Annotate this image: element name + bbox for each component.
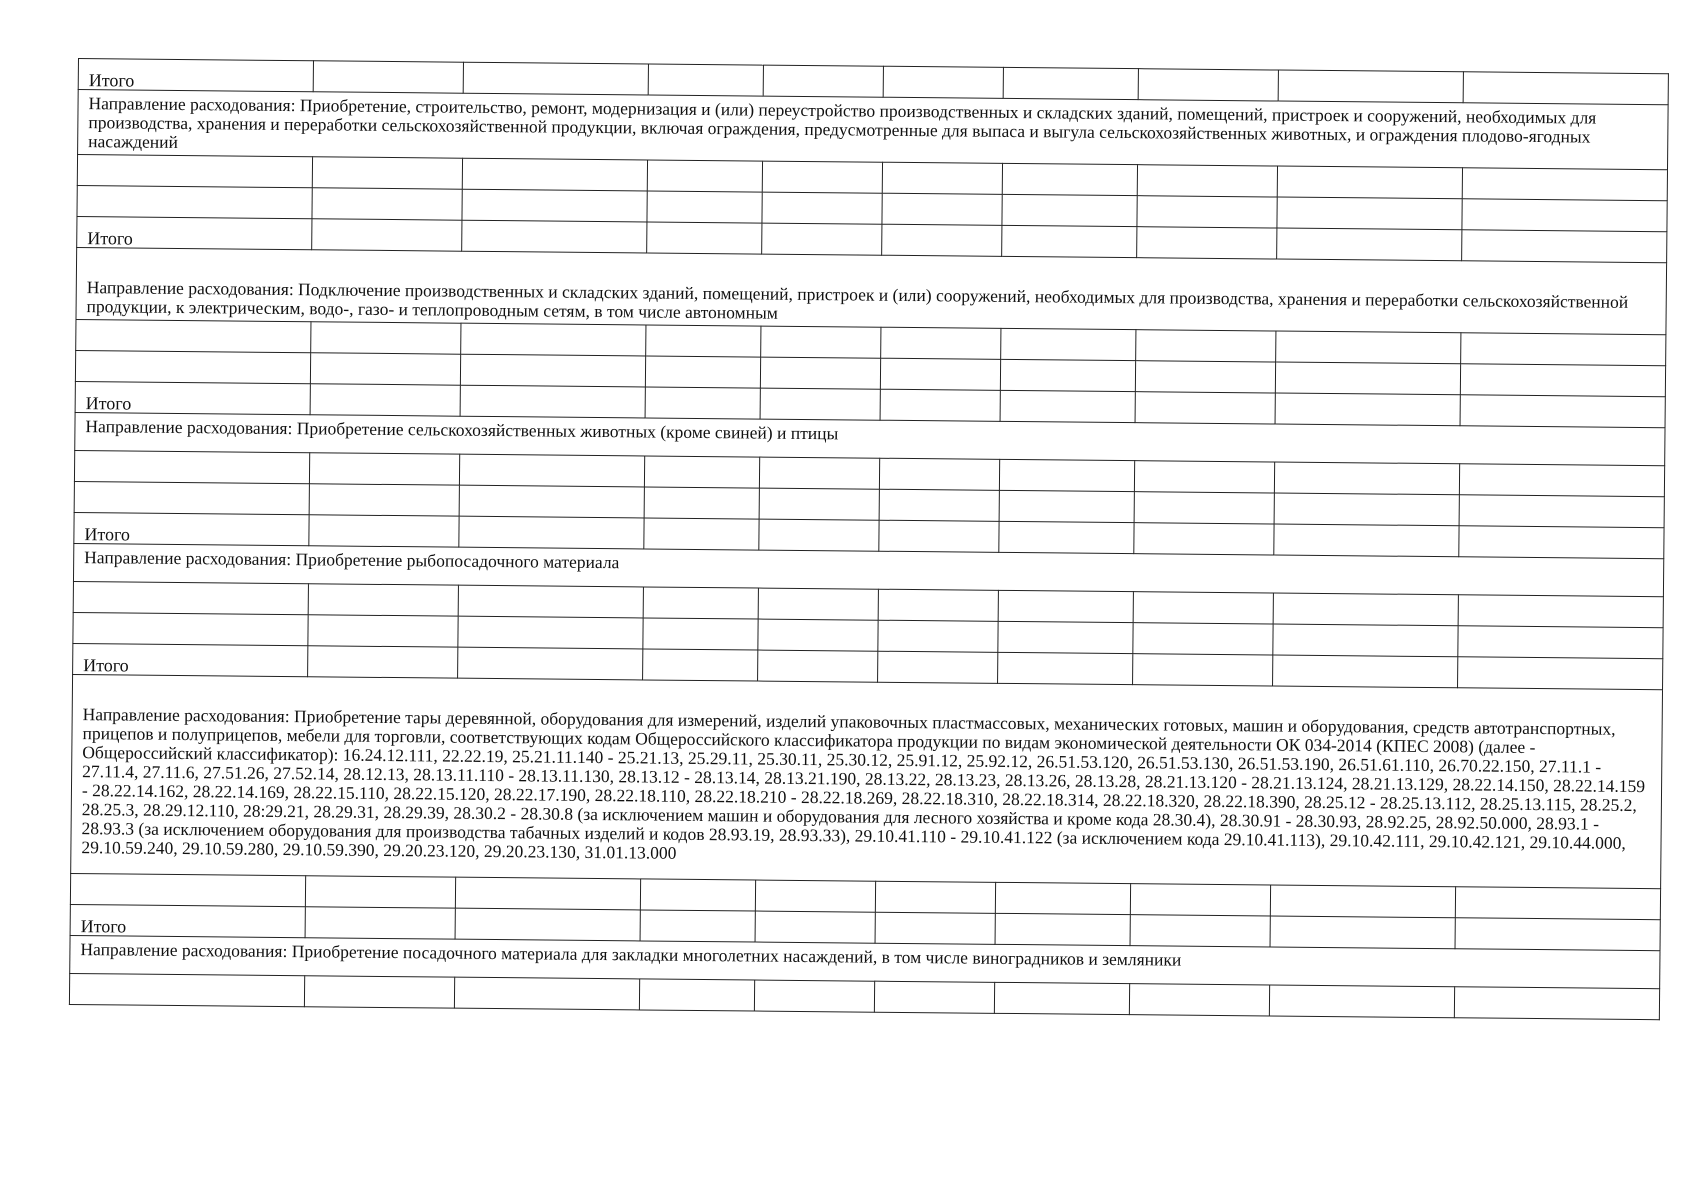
table-cell[interactable] <box>755 880 875 912</box>
table-cell[interactable] <box>999 459 1134 491</box>
table-cell[interactable] <box>647 222 762 254</box>
table-cell[interactable] <box>760 388 880 420</box>
table-cell[interactable] <box>69 973 304 1006</box>
table-cell[interactable] <box>463 62 648 95</box>
table-cell[interactable] <box>760 357 880 389</box>
table-cell[interactable] <box>1275 393 1460 426</box>
table-cell[interactable] <box>644 456 759 488</box>
table-cell[interactable] <box>880 389 1000 421</box>
table-cell[interactable] <box>1459 464 1664 497</box>
table-cell[interactable] <box>1130 915 1270 947</box>
table-cell[interactable] <box>458 585 643 618</box>
table-cell[interactable] <box>459 516 644 549</box>
table-cell[interactable] <box>1462 168 1667 201</box>
table-cell[interactable] <box>1133 623 1273 655</box>
table-cell[interactable] <box>878 651 998 683</box>
expenditure-direction: Направление расходования: Подключение производственных и складских зданий, помещений, пристроек и (или) сооружений, необходимых для производства, хранения и переработки сельскохозяйственной продукции, к электрическим, водо-, газо- и теплопроводным сетям, в том числе автономным <box>76 247 1667 334</box>
table-cell[interactable] <box>74 481 309 514</box>
table-cell[interactable] <box>762 192 882 224</box>
table-cell[interactable] <box>874 981 994 1013</box>
table-cell[interactable] <box>643 618 758 650</box>
table-cell[interactable] <box>461 323 646 356</box>
table-cell[interactable] <box>882 224 1002 256</box>
table-cell[interactable] <box>1002 194 1137 226</box>
table-cell[interactable] <box>759 488 879 520</box>
table-cell[interactable] <box>998 652 1133 684</box>
table-cell[interactable] <box>755 911 875 943</box>
table-cell[interactable] <box>644 487 759 519</box>
table-cell[interactable] <box>1461 333 1666 366</box>
table-cell[interactable] <box>1135 392 1275 424</box>
table-cell[interactable] <box>462 189 647 222</box>
table-cell[interactable] <box>1003 67 1138 99</box>
table-cell[interactable] <box>882 193 1002 225</box>
table-cell[interactable] <box>460 385 645 418</box>
table-cell[interactable] <box>1458 595 1663 628</box>
table-cell[interactable] <box>1137 196 1277 228</box>
table-cell[interactable] <box>1455 887 1660 920</box>
expenditure-direction: Направление расходования: Приобретение, строительство, ремонт, модернизация и (или) переустройство производственных и складских зданий, помещений, пристроек и сооружений, необходимых для производства, хранения и переработки сельскохозяйственной продукции, включая ограждения, предусмотренные для выпаса и выгула сельскохозяйственных животных, и ограждения плодово-ягодных насаждений <box>78 90 1669 170</box>
table-cell[interactable] <box>640 910 755 942</box>
table-cell[interactable] <box>759 519 879 551</box>
table-cell[interactable] <box>998 621 1133 653</box>
table-cell[interactable] <box>1137 227 1277 259</box>
table-cell[interactable] <box>305 876 455 908</box>
table-cell[interactable] <box>1002 225 1137 257</box>
table-cell[interactable] <box>309 515 459 547</box>
report-form-sheet <box>69 58 1668 1020</box>
table-cell[interactable] <box>459 454 644 487</box>
table-cell[interactable] <box>1274 524 1459 557</box>
table-cell[interactable] <box>1273 593 1458 626</box>
table-cell[interactable] <box>1274 462 1459 495</box>
table-cell[interactable] <box>1002 163 1137 195</box>
table-cell[interactable] <box>1136 330 1276 362</box>
table-cell[interactable] <box>646 325 761 357</box>
table-cell[interactable] <box>1460 395 1665 428</box>
expenditure-direction: Направление расходования: Приобретение тары деревянной, оборудования для измерений, изделий упаковочных пластмассовых, механических готовых, машин и оборудования, средств автотранспортных, прицепов и полуприцепов, мебели для торговли, соответствующих кодам Общероссийского классификатора продукции по видам экономической деятельности ОК 034-2014 (КПЕС 2008) (далее - Общероссийский классификатор): 16.24.12.111, 22.22.19, 25.21.11.140 - 25.21.13, 25.29.11, 25.30.11, 25.30.12, 25.91.12, 25.92.12, 26.51.53.120, 26.51.53.130, 26.51.53.190, 26.51.61.110, 26.70.22.150, 27.11.1 - 27.11.4, 27.11.6, 27.51.26, 27.52.14, 28.12.13, 28.13.11.110 - 28.13.11.130, 28.13.12 - 28.13.14, 28.13.21.190, 28.13.22, 28.13.23, 28.13.26, 28.13.28, 28.21.13.120 - 28.21.13.124, 28.21.13.129, 28.22.14.150, 28.22.14.159 - 28.22.14.162, 28.22.14.169, 28.22.15.110, 28.22.15.120, 28.22.17.190, 28.22.18.110, 28.22.18.210 - 28.22.18.269, 28.22.18.310, 28.22.18.314, 28.22.18.320, 28.22.18.390, 28.25.12 - 28.25.13.112, 28.25.13.115, 28.25.2, 28.25.3, 28.29.12.110, 28:29.21, 28.29.31, 28.29.39, 28.30.2 - 28.30.8 (за исключением машин и оборудования для лесного хозяйства и кроме кода 28.30.4), 28.30.91 - 28.30.93, 28.92.25, 28.92.50.000, 28.93.1 - 28.93.3 (за исключением оборудования для производства табачных изделий и кодов 28.93.19, 28.93.33), 29.10.41.110 - 29.10.41.122 (за исключением кода 29.10.41.113), 29.10.42.111, 29.10.42.121, 29.10.44.000, 29.10.59.240, 29.10.59.280, 29.10.59.390, 29.20.23.120, 29.20.23.130, 31.01.13.000 <box>71 674 1663 888</box>
table-cell[interactable] <box>458 616 643 649</box>
expenditure-direction: Направление расходования: Приобретение рыбопосадочного материала <box>73 543 1663 596</box>
table-cell[interactable] <box>754 980 874 1012</box>
table-cell[interactable] <box>999 521 1134 553</box>
total-label: Итого <box>70 904 305 937</box>
table-cell[interactable] <box>311 322 461 354</box>
table-cell[interactable] <box>1277 197 1462 230</box>
table-cell[interactable] <box>309 453 459 485</box>
table-cell[interactable] <box>761 326 881 358</box>
table-cell[interactable] <box>304 976 454 1008</box>
table-cell[interactable] <box>308 584 458 616</box>
table-cell[interactable] <box>762 223 882 255</box>
table-cell[interactable] <box>73 581 308 614</box>
table-cell[interactable] <box>1459 495 1664 528</box>
table-cell[interactable] <box>758 588 878 620</box>
table-cell[interactable] <box>1275 362 1460 395</box>
table-cell[interactable] <box>759 457 879 489</box>
table-cell[interactable] <box>875 912 995 944</box>
table-cell[interactable] <box>878 589 998 621</box>
table-cell[interactable] <box>70 873 305 906</box>
table-cell[interactable] <box>1133 654 1273 686</box>
total-label: Итого <box>74 512 309 545</box>
table-cell[interactable] <box>77 185 312 218</box>
section-header-row <box>71 674 1663 888</box>
table-cell[interactable] <box>308 615 458 647</box>
expenditure-direction: Направление расходования: Приобретение посадочного материала для закладки многолетних насаждений, в том числе виноградников и земляники <box>70 935 1660 988</box>
table-cell[interactable] <box>1137 165 1277 197</box>
table-cell[interactable] <box>1455 918 1660 951</box>
table-cell[interactable] <box>1458 657 1663 690</box>
table-cell[interactable] <box>879 489 999 521</box>
table-cell[interactable] <box>1277 228 1462 261</box>
table-cell[interactable] <box>1138 69 1278 101</box>
table-cell[interactable] <box>1000 359 1135 391</box>
table-cell[interactable] <box>1270 885 1455 918</box>
table-cell[interactable] <box>1000 390 1135 422</box>
table-cell[interactable] <box>643 649 758 681</box>
table-cell[interactable] <box>1134 492 1274 524</box>
table-cell[interactable] <box>1463 72 1668 105</box>
table-cell[interactable] <box>1269 985 1454 1018</box>
table-cell[interactable] <box>882 162 1002 194</box>
table-cell[interactable] <box>462 158 647 191</box>
table-cell[interactable] <box>763 65 883 97</box>
table-cell[interactable] <box>77 155 312 188</box>
table-cell[interactable] <box>878 620 998 652</box>
table-cell[interactable] <box>647 191 762 223</box>
table-cell[interactable] <box>1462 230 1667 263</box>
table-cell[interactable] <box>1273 624 1458 657</box>
table-cell[interactable] <box>881 327 1001 359</box>
table-cell[interactable] <box>647 160 762 192</box>
table-cell[interactable] <box>462 220 647 253</box>
table-cell[interactable] <box>1001 328 1136 360</box>
table-cell[interactable] <box>643 587 758 619</box>
table-cell[interactable] <box>1458 626 1663 659</box>
table-cell[interactable] <box>879 520 999 552</box>
table-cell[interactable] <box>999 490 1134 522</box>
table-cell[interactable] <box>455 877 640 910</box>
table-cell[interactable] <box>455 908 640 941</box>
table-cell[interactable] <box>1462 199 1667 232</box>
table-cell[interactable] <box>883 66 1003 98</box>
table-cell[interactable] <box>308 646 458 678</box>
table-cell[interactable] <box>875 881 995 913</box>
table-cell[interactable] <box>310 353 460 385</box>
table-cell[interactable] <box>460 354 645 387</box>
table-cell[interactable] <box>310 384 460 416</box>
table-cell[interactable] <box>458 647 643 680</box>
table-cell[interactable] <box>762 161 882 193</box>
table-cell[interactable] <box>1134 461 1274 493</box>
table-cell[interactable] <box>758 650 878 682</box>
table-cell[interactable] <box>645 356 760 388</box>
table-cell[interactable] <box>1460 364 1665 397</box>
table-cell[interactable] <box>76 319 311 352</box>
total-label: Итого <box>73 643 308 676</box>
table-cell[interactable] <box>74 450 309 483</box>
table-cell[interactable] <box>1454 987 1659 1020</box>
table-cell[interactable] <box>1270 916 1455 949</box>
table-cell[interactable] <box>880 358 1000 390</box>
table-cell[interactable] <box>645 387 760 419</box>
table-cell[interactable] <box>758 619 878 651</box>
table-cell[interactable] <box>454 977 639 1010</box>
table-cell[interactable] <box>73 612 308 645</box>
table-cell[interactable] <box>313 61 463 93</box>
table-cell[interactable] <box>305 907 455 939</box>
table-cell[interactable] <box>879 458 999 490</box>
table-cell[interactable] <box>1129 984 1269 1016</box>
table-cell[interactable] <box>644 518 759 550</box>
table-cell[interactable] <box>1277 166 1462 199</box>
total-label: Итого <box>77 216 312 249</box>
table-cell[interactable] <box>312 188 462 220</box>
expenditure-table <box>69 58 1669 1020</box>
table-cell[interactable] <box>994 982 1129 1014</box>
table-cell[interactable] <box>640 879 755 911</box>
total-label: Итого <box>75 381 310 414</box>
table-cell[interactable] <box>1134 523 1274 555</box>
table-cell[interactable] <box>1135 361 1275 393</box>
table-cell[interactable] <box>1278 70 1463 103</box>
table-cell[interactable] <box>1459 526 1664 559</box>
table-cell[interactable] <box>312 219 462 251</box>
table-cell[interactable] <box>995 913 1130 945</box>
table-cell[interactable] <box>639 979 754 1011</box>
table-cell[interactable] <box>459 485 644 518</box>
table-cell[interactable] <box>75 350 310 383</box>
table-cell[interactable] <box>309 484 459 516</box>
table-cell[interactable] <box>648 64 763 96</box>
table-cell[interactable] <box>998 590 1133 622</box>
table-cell[interactable] <box>1133 592 1273 624</box>
total-label: Итого <box>78 59 313 92</box>
table-cell[interactable] <box>312 157 462 189</box>
table-cell[interactable] <box>995 882 1130 914</box>
expenditure-direction: Направление расходования: Приобретение сельскохозяйственных животных (кроме свиней) и птицы <box>75 412 1665 465</box>
table-cell[interactable] <box>1273 655 1458 688</box>
table-cell[interactable] <box>1130 884 1270 916</box>
table-cell[interactable] <box>1276 331 1461 364</box>
table-cell[interactable] <box>1274 493 1459 526</box>
